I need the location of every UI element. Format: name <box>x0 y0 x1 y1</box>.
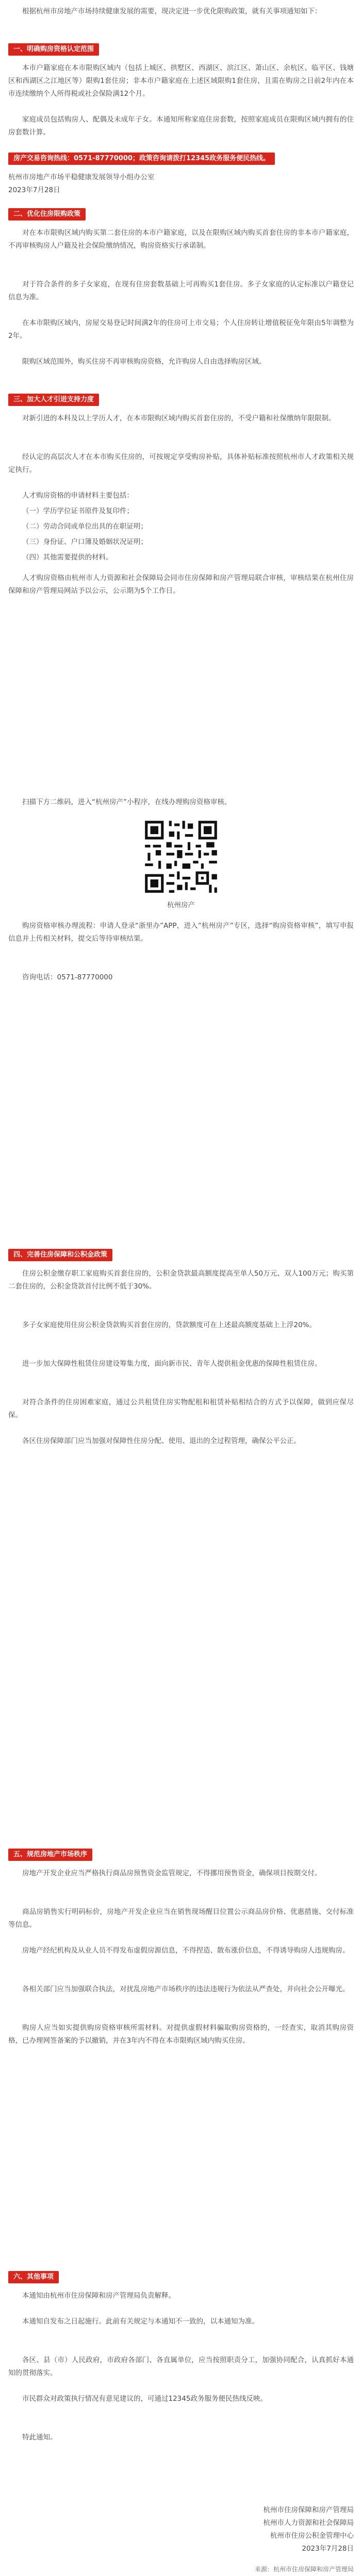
list-item: （二）劳动合同或单位出具的在职证明； <box>22 522 147 531</box>
paragraph: 房地产经纪机构及从业人员不得发布虚假房源信息，不得捏造、散布涨价信息，不得诱导购房人违规购房。 <box>22 1946 350 1955</box>
paragraph: 本通知自发布之日起施行。此前有关规定与本通知不一致的，以本通知为准。 <box>22 2317 259 2326</box>
paragraph: 本通知由杭州市住房保障和房产管理局负责解释。 <box>22 2292 175 2300</box>
paragraph: 人才购房资格的申请材料主要包括： <box>22 492 134 500</box>
paragraph: 购房人应当如实提供购房资格审核所需材料。对提供虚假材料骗取购房资格的，一经查实，取消其购房资格，已办理网签备案的予以撤销，并在3年内不得在本市限购区域内购买住房。 <box>8 2024 354 2045</box>
list-item: （四）其他需要提供的材料。 <box>22 553 113 562</box>
paragraph: 商品房销售实行明码标价，房地产开发企业应当在销售现场醒目位置公示商品房价格、优惠措施、交付标准等信息。 <box>8 1908 354 1929</box>
signature-date: 2023年7月28日 <box>8 186 60 194</box>
section-title-4: 四、完善住房保障和公积金政策 <box>8 1249 112 1261</box>
paragraph: 各相关部门应当加强联合执法，对扰乱房地产市场秩序的违法违规行为依法从严查处，并向社会公开曝光。 <box>22 1985 350 1993</box>
paragraph: 在本市限购区域内，房屋交易登记时间满2年的住房可上市交易；个人住房转让增值税征免年限由5年调整为2年。 <box>8 319 354 340</box>
section-title-contact: 房产交易咨询热线：0571-87770000；政策咨询请拨打12345政务服务便民热线。 <box>8 152 275 165</box>
paragraph: 特此通知。 <box>22 2433 57 2442</box>
qr-instruction: 扫描下方二维码，进入“杭州房产”小程序，在线办理购房资格审核。 <box>22 798 232 806</box>
qr-caption: 杭州房产 <box>167 901 195 909</box>
intro-paragraph: 根据杭州市房地产市场持续健康发展的需要，现决定进一步优化限购政策，就有关事项通知如下： <box>22 7 322 15</box>
qr-code-icon <box>142 818 220 895</box>
signature-org: 杭州市人力资源和社会保障局 <box>263 2519 354 2527</box>
section-title-6: 六、其他事项 <box>8 2271 59 2283</box>
paragraph: 家庭成员包括购房人、配偶及未成年子女。本通知所称家庭住房套数，按照家庭成员在限购区域内拥有的住房套数计算。 <box>8 115 354 137</box>
footer-source: 来源：杭州市住房保障和房产管理局 <box>254 2566 354 2573</box>
qr-code-image[interactable] <box>142 818 220 895</box>
paragraph: 对在本市限购区域内购买第二套住房的本市户籍家庭，以及在限购区域内购买首套住房的非本市户籍家庭，不再审核购房人户籍及社会保险缴纳情况，购房资格实行承诺制。 <box>8 229 354 250</box>
signature-org: 杭州市住房公积金管理中心 <box>270 2532 354 2540</box>
signature-org: 杭州市房地产市场平稳健康发展领导小组办公室 <box>8 173 155 181</box>
paragraph: 多子女家庭使用住房公积金贷款购买首套住房的，贷款额度可在上述最高额度基础上上浮20%。 <box>22 1321 317 1329</box>
paragraph: 限购区域范围外，购买住房不再审核购房资格，允许购房人自由选择购房区域。 <box>22 358 266 366</box>
paragraph: 对新引进的本科及以上学历人才，在本市限购区域内购买首套住房的，不受户籍和社保缴纳年限限制。 <box>22 414 336 422</box>
paragraph: 进一步加大保障性租赁住房建设筹集力度，面向新市民、青年人提供租金优惠的保障性租赁住房。 <box>22 1360 322 1368</box>
section-title-1: 一、明确购房资格认定范围 <box>8 43 99 56</box>
list-item: （三）身份证、户口簿及婚姻状况证明； <box>22 538 147 546</box>
paragraph: 住房公积金缴存职工家庭购买首套住房的，公积金贷款最高额度提高至单人50万元、双人100万元；购买第二套住房的，公积金贷款首付比例不低于30%。 <box>8 1269 354 1291</box>
list-item: （一）学历学位证书原件及复印件； <box>22 507 134 515</box>
signature-org: 杭州市住房保障和房产管理局 <box>263 2506 354 2514</box>
paragraph: 本市户籍家庭在本市限购区域内（包括上城区、拱墅区、西湖区、滨江区、萧山区、余杭区、临平区、钱塘区和西湖区之江地区等）限购1套住房；非本市户籍家庭在上述区域限购1套住房，且需在购房之日前2年内在本市连续缴纳个人所得税或社会保险满12个月。 <box>8 64 354 98</box>
section-title-2: 二、优化住房限购政策 <box>8 208 86 221</box>
contact-phone: 咨询电话：0571-87770000 <box>22 973 113 981</box>
paragraph: 房地产开发企业应当严格执行商品房预售资金监管规定，不得挪用预售资金，确保项目按期交付。 <box>22 1869 322 1877</box>
paragraph: 对符合条件的住房困难家庭，通过公共租赁住房实物配租和租赁补贴相结合的方式予以保障，做到应保尽保。 <box>8 1398 354 1419</box>
paragraph: 对于符合条件的多子女家庭，在现有住房套数基础上可再购买1套住房。多子女家庭的认定标准以户籍登记信息为准。 <box>8 280 354 301</box>
paragraph: 经认定的高层次人才在本市购买住房的，可按规定享受购房补贴，具体补贴标准按照杭州市人才政策相关规定执行。 <box>8 453 354 474</box>
paragraph: 人才购房资格由杭州市人力资源和社会保障局会同市住房保障和房产管理局联合审核，审核结果在杭州住房保障和房产管理局网站予以公示，公示期为5个工作日。 <box>8 574 354 595</box>
signature-date: 2023年7月28日 <box>302 2545 354 2553</box>
paragraph: 购房资格审核办理流程：申请人登录“浙里办”APP，进入“杭州房产”专区，选择“购房资格审核”，填写申报信息并上传相关材料，提交后等待审核结果。 <box>8 922 354 943</box>
section-title-3: 三、加大人才引进支持力度 <box>8 394 99 406</box>
section-title-5: 五、规范房地产市场秩序 <box>8 1849 92 1861</box>
paragraph: 各区、县（市）人民政府，市政府各部门、各直属单位，应当按照职责分工，加强协同配合，认真抓好本通知的贯彻落实。 <box>8 2356 354 2377</box>
paragraph: 各区住房保障部门应当加强对保障性住房分配、使用、退出的全过程管理，确保公平公正。 <box>22 1437 301 1445</box>
paragraph: 市民群众对政策执行情况有意见建议的，可通过12345政务服务便民热线反映。 <box>22 2395 267 2403</box>
